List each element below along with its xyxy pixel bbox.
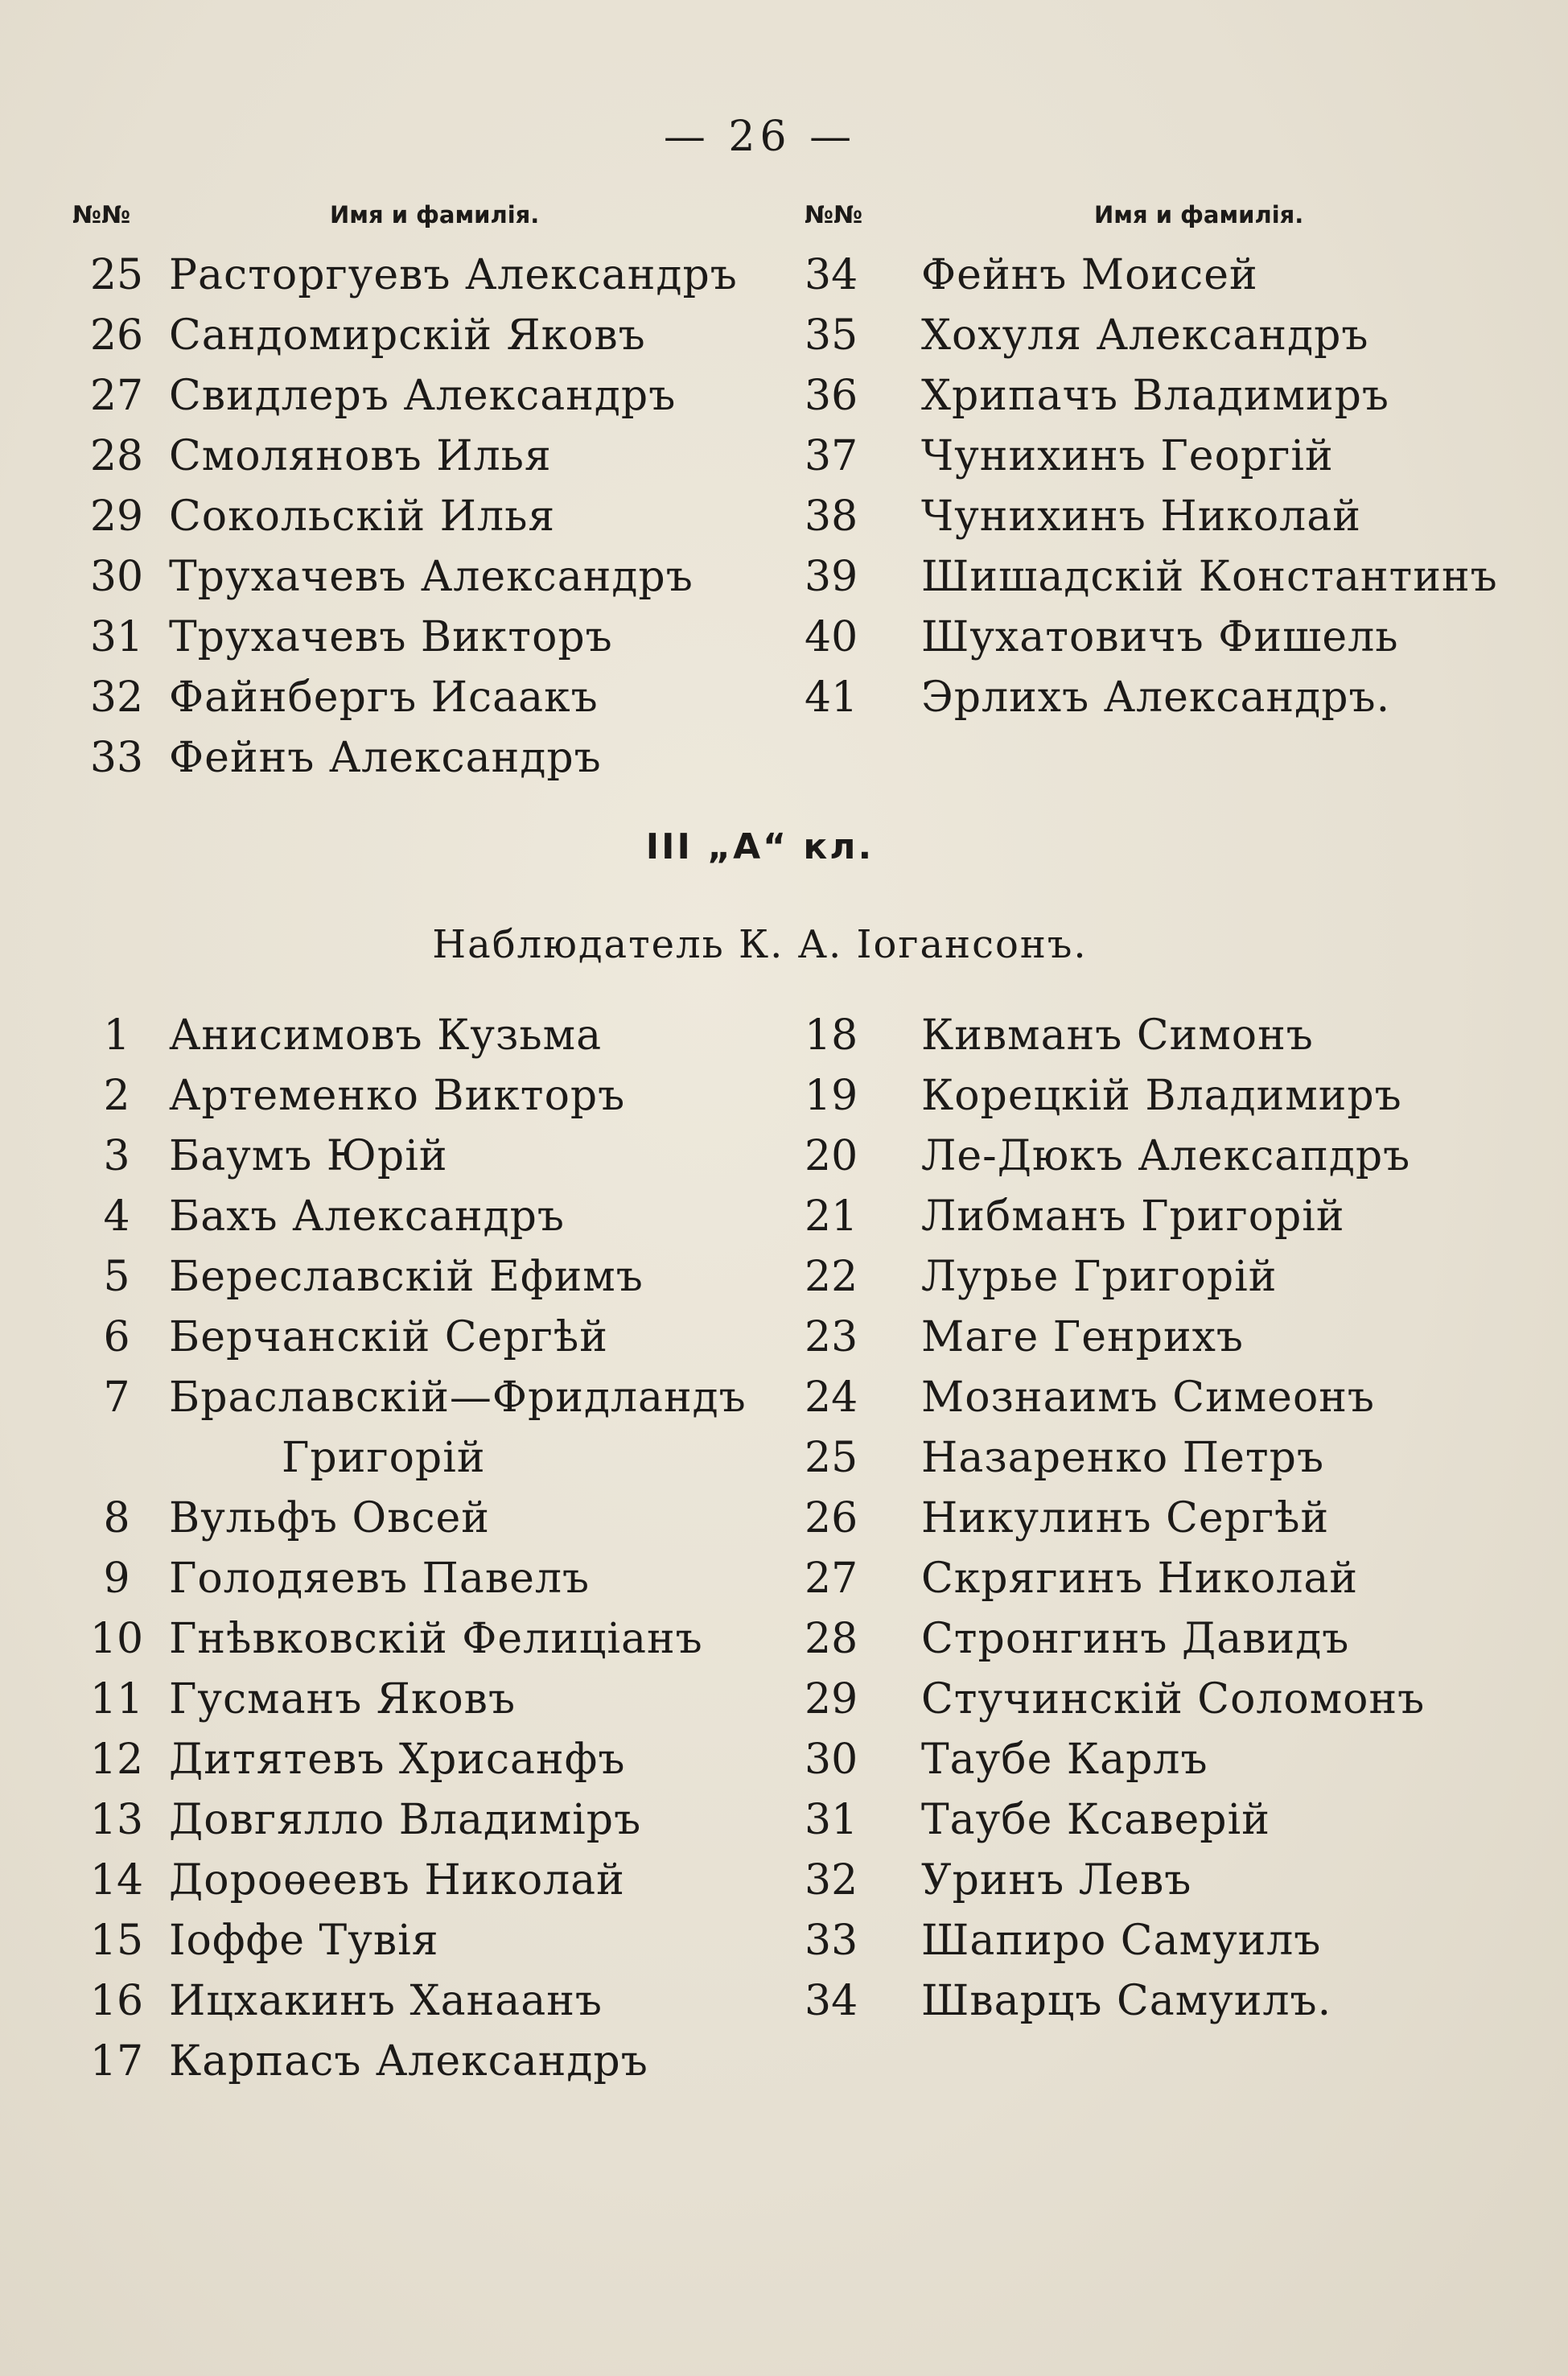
number-column-label: №№ — [72, 201, 131, 229]
list-item — [72, 2037, 805, 2098]
column-header — [72, 201, 805, 241]
entry-number: 6 — [103, 1313, 130, 1361]
entry-name: Браславскій—Фридландъ — [169, 1373, 747, 1422]
list-item — [805, 1796, 1529, 1856]
list-item — [72, 1856, 805, 1917]
entry-number: 10 — [89, 1615, 144, 1663]
entry-number: 3 — [103, 1132, 130, 1180]
list-item — [805, 1313, 1529, 1373]
list-item — [805, 251, 1529, 311]
entry-number: 28 — [89, 432, 144, 480]
entry-name: Шапиро Самуилъ — [921, 1917, 1322, 1965]
entry-name: Шишадскій Константинъ — [921, 553, 1498, 601]
entry-name: Трухачевъ Александръ — [169, 553, 693, 601]
entry-number: 36 — [805, 372, 858, 420]
list-item — [805, 1011, 1529, 1072]
entry-number: 33 — [805, 1917, 858, 1965]
entry-name: Сандомирскій Яковъ — [169, 311, 646, 360]
list-item — [72, 1132, 805, 1192]
entry-number: 7 — [103, 1373, 130, 1422]
list-item — [72, 1977, 805, 2037]
entry-number: 32 — [805, 1856, 858, 1905]
list-item — [805, 1494, 1529, 1554]
entry-number: 37 — [805, 432, 858, 480]
entry-number: 8 — [103, 1494, 130, 1542]
entry-name: Трухачевъ Викторъ — [169, 613, 613, 661]
entry-number: 13 — [89, 1796, 144, 1844]
list-item — [805, 1554, 1529, 1615]
class-section-title: III „А“ кл. — [645, 826, 875, 867]
entry-name: Баумъ Юрій — [169, 1132, 448, 1180]
entry-number: 16 — [89, 1977, 144, 2025]
list-item — [805, 553, 1529, 613]
entry-name: Мознаимъ Симеонъ — [921, 1373, 1376, 1422]
list-item — [805, 1132, 1529, 1192]
list-item — [805, 311, 1529, 372]
entry-number: 1 — [103, 1011, 130, 1060]
list-item — [72, 734, 805, 794]
entry-number: 28 — [805, 1615, 858, 1663]
class-roster — [72, 1011, 1536, 2098]
entry-name: Чунихинъ Георгій — [921, 432, 1334, 480]
entry-name: Маге Генрихъ — [921, 1313, 1245, 1361]
entry-name: Таубе Ксаверій — [921, 1796, 1270, 1844]
entry-number: 29 — [805, 1675, 858, 1723]
list-item — [805, 673, 1529, 734]
entry-name: Хрипачъ Владимиръ — [921, 372, 1390, 420]
list-item — [72, 492, 805, 553]
list-item — [72, 1615, 805, 1675]
column-header — [805, 201, 1529, 241]
list-item — [72, 311, 805, 372]
list-item — [72, 1313, 805, 1373]
list-item — [72, 673, 805, 734]
entry-name: Корецкій Владимиръ — [921, 1072, 1402, 1120]
entry-number: 22 — [805, 1253, 858, 1301]
entry-name: Береславскій Ефимъ — [169, 1253, 644, 1301]
entry-number: 19 — [805, 1072, 858, 1120]
entry-number: 33 — [89, 734, 144, 782]
entry-number: 32 — [89, 673, 144, 722]
entry-number: 29 — [89, 492, 144, 541]
name-column-label: Имя и фамилія. — [1094, 201, 1304, 229]
list-item — [72, 432, 805, 492]
entry-name: Іоффе Тувія — [169, 1917, 439, 1965]
entry-name: Лурье Григорій — [921, 1253, 1278, 1301]
list-item — [72, 1011, 805, 1072]
list-item — [72, 1675, 805, 1736]
entry-name: Анисимовъ Кузьма — [169, 1011, 603, 1060]
list-item — [72, 1494, 805, 1554]
entry-number: 14 — [89, 1856, 144, 1905]
entry-number: 41 — [805, 673, 858, 722]
entry-number: 18 — [805, 1011, 858, 1060]
list-item — [805, 1675, 1529, 1736]
list-item — [805, 432, 1529, 492]
entry-number: 24 — [805, 1373, 858, 1422]
class-roster-left-column — [72, 1011, 805, 2098]
entry-name: Голодяевъ Павелъ — [169, 1554, 591, 1603]
entry-name: Карпасъ Александръ — [169, 2037, 648, 2086]
number-column-label: №№ — [805, 201, 863, 229]
list-item — [805, 1072, 1529, 1132]
entry-name: Артеменко Викторъ — [169, 1072, 626, 1120]
entry-number: 31 — [89, 613, 144, 661]
entry-number: 12 — [89, 1736, 144, 1784]
entry-number: 30 — [89, 553, 144, 601]
entry-number: 11 — [89, 1675, 144, 1723]
list-item — [805, 1856, 1529, 1917]
list-item — [72, 1253, 805, 1313]
list-item — [72, 1192, 805, 1253]
list-item — [805, 1192, 1529, 1253]
entry-number: 20 — [805, 1132, 858, 1180]
entry-name: Ицхакинъ Ханаанъ — [169, 1977, 603, 2025]
entry-name: Гнѣвковскій Фелиціанъ — [169, 1615, 703, 1663]
entry-number: 4 — [103, 1192, 130, 1241]
entry-name: Вульфъ Овсей — [169, 1494, 490, 1542]
entry-name: Смоляновъ Илья — [169, 432, 552, 480]
list-continued-left-entries — [72, 251, 805, 794]
entry-name: Ле-Дюкъ Алексапдръ — [921, 1132, 1411, 1180]
list-item — [72, 553, 805, 613]
list-continued-left-column — [72, 201, 805, 794]
list-item — [72, 1373, 805, 1434]
list-continued — [72, 201, 1536, 794]
entry-name: Фейнъ Александръ — [169, 734, 602, 782]
class-roster-right-entries — [805, 1011, 1529, 2037]
entry-name: Стучинскій Соломонъ — [921, 1675, 1426, 1723]
entry-number: 27 — [805, 1554, 858, 1603]
observer-line: Наблюдатель К. А. Іогансонъ. — [432, 922, 1088, 967]
entry-name: Дитятевъ Хрисанфъ — [169, 1736, 626, 1784]
entry-name: Сокольскій Илья — [169, 492, 556, 541]
entry-name: Фейнъ Моисей — [921, 251, 1258, 299]
entry-name: Таубе Карлъ — [921, 1736, 1208, 1784]
entry-number: 15 — [89, 1917, 144, 1965]
list-item — [805, 1373, 1529, 1434]
list-continued-right-column — [805, 201, 1529, 794]
entry-name: Шварцъ Самуилъ. — [921, 1977, 1332, 2025]
entry-number: 26 — [805, 1494, 858, 1542]
entry-name: Григорій — [282, 1434, 486, 1482]
entry-name: Либманъ Григорій — [921, 1192, 1345, 1241]
class-roster-left-entries — [72, 1011, 805, 2098]
entry-number: 25 — [89, 251, 144, 299]
entry-name: Свидлеръ Александръ — [169, 372, 677, 420]
entry-number: 40 — [805, 613, 858, 661]
entry-name: Довгялло Владиміръ — [169, 1796, 642, 1844]
entry-name: Стронгинъ Давидъ — [921, 1615, 1350, 1663]
entry-number: 25 — [805, 1434, 858, 1482]
list-item — [72, 613, 805, 673]
entry-number: 5 — [103, 1253, 130, 1301]
entry-name: Файнбергъ Исаакъ — [169, 673, 599, 722]
entry-number: 21 — [805, 1192, 858, 1241]
list-continued-right-entries — [805, 251, 1529, 734]
entry-number: 17 — [89, 2037, 144, 2086]
entry-name: Никулинъ Сергѣй — [921, 1494, 1330, 1542]
entry-name: Гусманъ Яковъ — [169, 1675, 516, 1723]
list-item — [805, 1977, 1529, 2037]
entry-name: Расторгуевъ Александръ — [169, 251, 738, 299]
list-item — [72, 1434, 805, 1494]
entry-name: Шухатовичъ Фишель — [921, 613, 1399, 661]
list-item — [805, 1917, 1529, 1977]
entry-number: 38 — [805, 492, 858, 541]
list-item — [72, 1072, 805, 1132]
entry-name: Скрягинъ Николай — [921, 1554, 1359, 1603]
entry-name: Чунихинъ Николай — [921, 492, 1361, 541]
entry-number: 39 — [805, 553, 858, 601]
list-item — [72, 1736, 805, 1796]
entry-number: 34 — [805, 251, 858, 299]
class-roster-right-column — [805, 1011, 1529, 2098]
list-item — [72, 1554, 805, 1615]
list-item — [805, 1615, 1529, 1675]
entry-number: 31 — [805, 1796, 858, 1844]
entry-number: 34 — [805, 1977, 858, 2025]
list-item — [805, 492, 1529, 553]
entry-number: 35 — [805, 311, 858, 360]
list-item — [805, 1736, 1529, 1796]
entry-name: Уринъ Левъ — [921, 1856, 1192, 1905]
list-item — [805, 372, 1529, 432]
list-item — [72, 372, 805, 432]
entry-name: Кивманъ Симонъ — [921, 1011, 1314, 1060]
entry-number: 9 — [103, 1554, 130, 1603]
entry-number: 30 — [805, 1736, 858, 1784]
entry-name: Назаренко Петръ — [921, 1434, 1325, 1482]
entry-name: Бахъ Александръ — [169, 1192, 566, 1241]
page-number: — 26 — — [663, 113, 857, 161]
entry-number: 23 — [805, 1313, 858, 1361]
list-item — [72, 251, 805, 311]
entry-number: 2 — [103, 1072, 130, 1120]
list-item — [72, 1917, 805, 1977]
entry-name: Берчанскій Сергѣй — [169, 1313, 608, 1361]
list-item — [805, 1253, 1529, 1313]
list-item — [805, 1434, 1529, 1494]
list-item — [805, 613, 1529, 673]
entry-number: 27 — [89, 372, 144, 420]
name-column-label: Имя и фамилія. — [330, 201, 540, 229]
entry-number: 26 — [89, 311, 144, 360]
entry-name: Хохуля Александръ — [921, 311, 1369, 360]
entry-name: Дороѳеевъ Николай — [169, 1856, 625, 1905]
list-item — [72, 1796, 805, 1856]
entry-name: Эрлихъ Александръ. — [921, 673, 1391, 722]
